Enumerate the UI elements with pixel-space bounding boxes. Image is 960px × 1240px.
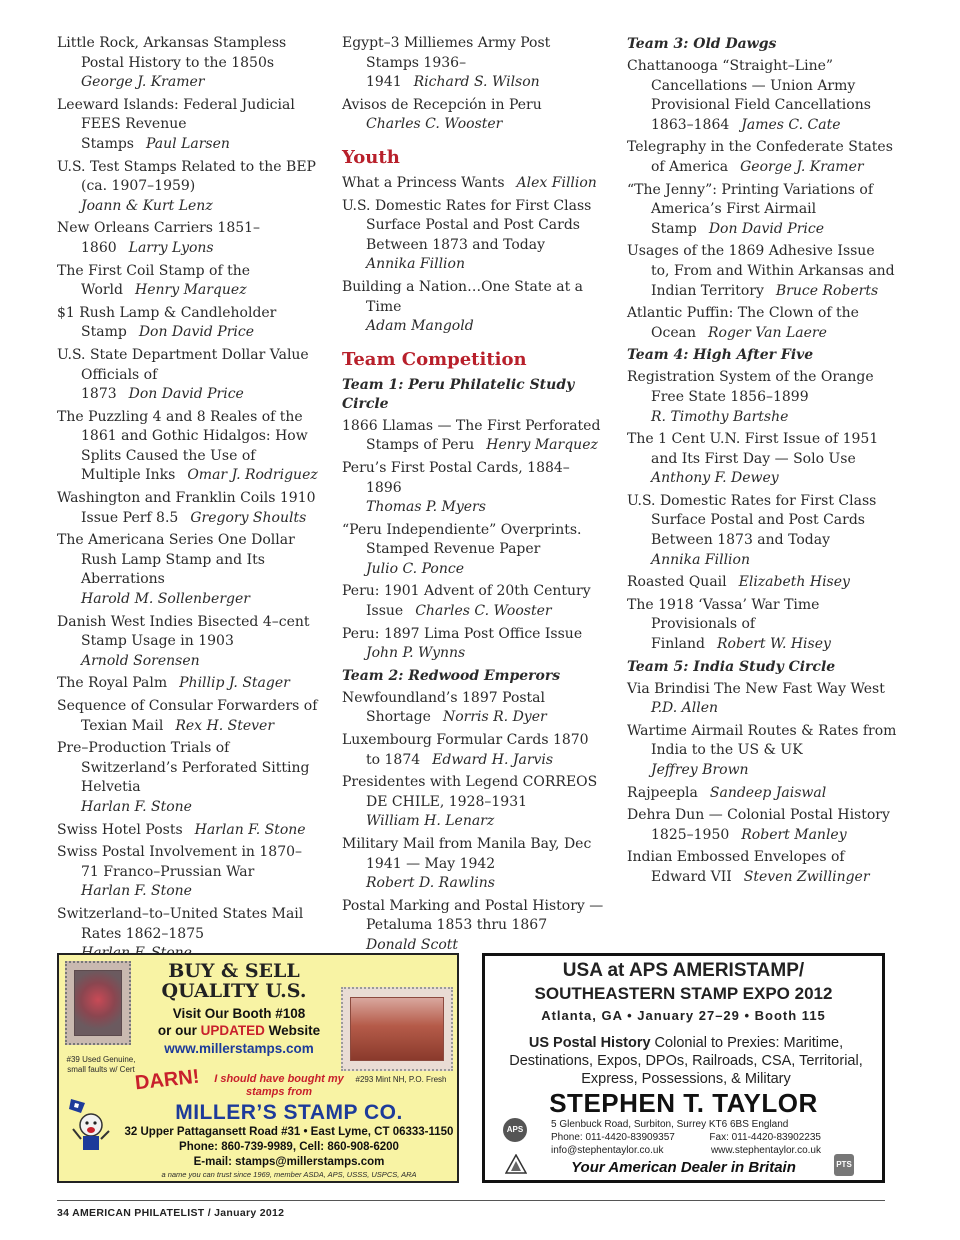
exhibitor-name: Henry Marquez	[135, 282, 247, 299]
exhibit-title: U.S. Test Stamps Related to the BEP (ca. 1907–1959)	[57, 158, 316, 195]
exhibitor-name: Edward H. Jarvis	[432, 751, 554, 768]
exhibitor-name: Annika Fillion	[651, 551, 750, 568]
exhibitor-name: Sandeep Jaiswal	[709, 784, 827, 801]
exhibit-title: U.S. State Department Dollar Value Officials of 1873	[57, 346, 309, 403]
exhibit-entry	[57, 304, 319, 343]
exhibit-entry	[627, 138, 897, 177]
exhibitor-name: Larry Lyons	[128, 239, 214, 256]
exhibit-title: Switzerland–to–United States Mail Rates 1862–1875	[57, 905, 304, 942]
exhibitor-name: Gregory Shoults	[190, 509, 307, 526]
exhibit-title: Avisos de Recepción in Peru	[342, 96, 542, 113]
miller-contact-block: 32 Upper Pattagansett Road #31 • East Lyme, CT 06333-1150 Phone: 860-739-9989, Cell: 860-908-6200 E-mail: stamps@millerstamps.com	[124, 1126, 454, 1168]
exhibit-title: Pre–Production Trials of Switzerland’s Perforated Sitting Helvetia	[57, 740, 310, 796]
exhibit-entry	[627, 573, 897, 593]
exhibit-entry	[57, 613, 319, 672]
exhibit-entry	[57, 489, 319, 528]
exhibit-title: Peru’s First Postal Cards, 1884–1896	[342, 459, 570, 496]
exhibit-title: Leeward Islands: Federal Judicial FEES Revenue Stamps	[57, 96, 295, 152]
exhibit-title: Sequence of Consular Forwarders of Texian Mail	[57, 698, 318, 734]
issue-date: January 2012	[214, 1207, 285, 1219]
exhibit-title: Chattanooga “Straight–Line” Cancellations — Union Army Provisional Field Cancellations 1863–1864	[627, 58, 871, 133]
exhibit-entry	[627, 492, 897, 570]
exhibit-entry	[342, 174, 604, 194]
exhibitor-name: Phillip J. Stager	[179, 675, 290, 692]
exhibit-title: Swiss Hotel Posts	[57, 821, 183, 838]
exhibit-title: Luxembourg Formular Cards 1870 to 1874	[342, 732, 589, 768]
taylor-specialties: US Postal History Colonial to Prexies: Maritime, Destinations, Expos, DPOs, Railroads, CSA, Territorial, Express, Possessions, & Military	[509, 1035, 863, 1087]
exhibit-title: Via Brindisi The New Fast Way West	[627, 680, 885, 697]
exhibit-title: The 1 Cent U.N. First Issue of 1951 and Its First Day — Solo Use	[627, 431, 879, 467]
magazine-name: AMERICAN PHILATELIST	[72, 1207, 205, 1219]
exhibit-title: The 1918 ‘Vassa’ War Time Provisionals of Finland	[627, 596, 820, 653]
exhibitor-name: Anthony F. Dewey	[651, 470, 779, 487]
mascot-illustration	[67, 1095, 115, 1155]
taylor-stamp-ad	[482, 953, 885, 1183]
exhibit-entry	[57, 697, 319, 736]
darn-callout: DARN!	[133, 1065, 201, 1095]
stamp-39-caption: #39 Used Genuine, small faults w/ Cert	[66, 1055, 136, 1074]
exhibit-title: The Puzzling 4 and 8 Reales of the 1861 and Gothic Hidalgos: How Splits Caused the Use of Multiple Inks	[57, 408, 308, 484]
section-heading: Youth	[342, 146, 400, 168]
exhibit-entry	[342, 773, 604, 832]
exhibit-entry	[57, 739, 319, 817]
exhibitor-name: Bruce Roberts	[775, 282, 879, 299]
exhibit-title: Telegraphy in the Confederate States of America	[627, 139, 893, 175]
exhibitor-name: Jeffrey Brown	[651, 762, 749, 778]
exhibit-entry	[342, 417, 604, 456]
exhibitor-name: William H. Lenarz	[366, 813, 495, 830]
exhibit-entry	[342, 835, 604, 894]
exhibitor-name: Paul Larsen	[146, 135, 230, 152]
taylor-event-details: Atlanta, GA • January 27–29 • Booth 115	[541, 1008, 826, 1023]
miller-tagline: a name you can trust since 1969, member ASDA, APS, USSS, USPCS, ARA	[161, 1170, 417, 1179]
exhibit-entry	[57, 843, 319, 902]
exhibitor-name: P.D. Allen	[651, 700, 719, 717]
exhibit-title: $1 Rush Lamp & Candleholder Stamp	[57, 304, 277, 341]
exhibitor-name: R. Timothy Bartshe	[651, 408, 789, 425]
exhibitor-name: Omar J. Rodriguez	[187, 467, 318, 484]
miller-stamp-ad	[57, 953, 459, 1183]
exhibit-entry	[57, 96, 319, 155]
exhibit-entry	[342, 278, 604, 337]
exhibit-title: 1866 Llamas — The First Perforated Stamps of Peru	[342, 417, 601, 454]
exhibitor-name: Joann & Kurt Lenz	[81, 197, 213, 214]
page-footer: 34 AMERICAN PHILATELIST / January 2012	[57, 1207, 285, 1219]
exhibitor-name: Roger Van Laere	[707, 324, 827, 341]
exhibit-entry	[57, 531, 319, 609]
taylor-headline-2: SOUTHEASTERN STAMP EXPO 2012	[534, 984, 833, 1003]
exhibitor-name: Robert D. Rawlins	[366, 875, 495, 892]
exhibit-entry	[627, 848, 897, 887]
exhibitor-name: Charles C. Wooster	[366, 116, 503, 133]
exhibit-title: Wartime Airmail Routes & Rates from India to the US & UK	[627, 722, 897, 759]
exhibit-title: “Peru Independiente” Overprints. Stamped Revenue Paper	[342, 521, 582, 558]
section-heading: Team Competition	[342, 348, 527, 370]
exhibitor-name: Julio C. Ponce	[366, 560, 464, 577]
column-2	[342, 34, 604, 959]
exhibit-title: U.S. Domestic Rates for First Class Surface Postal and Post Cards Between 1873 and Today	[342, 197, 592, 253]
exhibit-entry	[342, 625, 604, 664]
exhibit-entry	[627, 722, 897, 781]
visit-booth-text: Visit Our Booth #108 or our UPDATED Website	[157, 1006, 321, 1038]
miller-website-link[interactable]: www.millerstamps.com	[164, 1041, 314, 1056]
exhibitor-name: Adam Mangold	[366, 318, 474, 335]
exhibit-entry	[342, 96, 604, 135]
exhibit-entry	[57, 674, 319, 694]
taylor-contact-block: 5 Glenbuck Road, Surbiton, Surrey KT6 6BS England Phone: 011-4420-83909357 Fax: 011-4420-83902235 info@stephentaylor.co.uk www.stephentaylor.co.uk	[551, 1119, 821, 1156]
exhibit-title: Indian Embossed Envelopes of Edward VII	[627, 849, 845, 885]
exhibit-title: Registration System of the Orange Free State 1856–1899	[627, 369, 874, 405]
exhibit-title: Peru: 1901 Advent of 20th Century Issue	[342, 583, 591, 620]
exhibit-entry	[627, 368, 897, 427]
taylor-dealer-name: STEPHEN T. TAYLOR	[549, 1088, 818, 1118]
exhibit-title: Building a Nation…One State at a Time	[342, 278, 583, 315]
exhibit-title: Rajpeepla	[627, 784, 698, 801]
exhibit-entry	[57, 158, 319, 217]
page-number: 34	[57, 1207, 70, 1219]
taylor-email-link[interactable]: info@stephentaylor.co.uk	[551, 1145, 664, 1156]
aps-logo-icon: APS	[503, 1118, 527, 1142]
exhibit-title: The Americana Series One Dollar Rush Lamp Stamp and Its Aberrations	[57, 532, 295, 588]
exhibitor-name: Henry Marquez	[486, 437, 598, 454]
exhibit-entry	[57, 408, 319, 486]
exhibitor-name: Steven Zwillinger	[743, 868, 870, 885]
exhibit-title: U.S. Domestic Rates for First Class Surface Postal and Post Cards Between 1873 and Today	[627, 492, 877, 549]
exhibit-entry	[342, 731, 604, 770]
exhibit-title: Washington and Franklin Coils 1910 Issue Perf 8.5	[57, 490, 316, 526]
footer-rule	[57, 1200, 885, 1201]
exhibitor-name: Harold M. Sollenberger	[81, 591, 250, 608]
exhibit-entry	[342, 459, 604, 518]
exhibitor-name: Richard S. Wilson	[413, 74, 540, 91]
exhibit-title: Danish West Indies Bisected 4–cent Stamp Usage in 1903	[57, 613, 310, 650]
exhibitor-name: Don David Price	[138, 324, 255, 341]
exhibit-title: Dehra Dun — Colonial Postal History 1825–1950	[627, 807, 890, 843]
exhibit-title: The First Coil Stamp of the World	[57, 262, 251, 299]
exhibit-entry	[342, 689, 604, 728]
exhibit-title: Swiss Postal Involvement in 1870–71 Franco–Prussian War	[57, 844, 303, 880]
exhibit-entry	[627, 784, 897, 804]
exhibitor-name: George J. Kramer	[81, 74, 205, 91]
exhibit-title: New Orleans Carriers 1851–1860	[57, 220, 261, 256]
team-heading: Team 1: Peru Philatelic Study Circle	[342, 376, 575, 412]
exhibit-entry	[627, 181, 897, 240]
should-have-bought-text: I should have bought my stamps from	[214, 1073, 344, 1098]
exhibit-entry	[627, 806, 897, 845]
exhibit-entry	[342, 521, 604, 580]
exhibitor-name: Robert W. Hisey	[717, 636, 831, 653]
exhibitor-name: Annika Fillion	[366, 256, 465, 273]
miller-company-name: MILLER’S STAMP CO.	[175, 1101, 403, 1124]
team-heading: Team 4: High After Five	[627, 347, 814, 364]
team-heading: Team 3: Old Dawgs	[627, 36, 777, 52]
exhibitor-name: Thomas P. Myers	[366, 499, 486, 516]
buy-sell-heading: BUY & SELL QUALITY U.S.	[161, 960, 307, 1002]
exhibit-title: Little Rock, Arkansas Stampless Postal History to the 1850s	[57, 35, 287, 71]
taylor-website-link[interactable]: www.stephentaylor.co.uk	[710, 1145, 821, 1156]
exhibit-title: Newfoundland’s 1897 Postal Shortage	[342, 689, 546, 726]
exhibit-entry	[627, 304, 897, 343]
exhibit-title: What a Princess Wants	[342, 174, 505, 191]
exhibitor-name: Don David Price	[708, 220, 825, 237]
exhibit-entry	[57, 34, 319, 93]
exhibit-title: Postal Marking and Postal History — Petaluma 1853 thru 1867	[342, 897, 604, 934]
team-heading: Team 5: India Study Circle	[627, 658, 836, 675]
exhibit-title: Usages of the 1869 Adhesive Issue to, From and Within Arkansas and Indian Territory	[627, 243, 895, 299]
exhibitor-name: George J. Kramer	[740, 158, 864, 175]
exhibit-title: Egypt–3 Milliemes Army Post Stamps 1936–1941	[342, 35, 551, 91]
exhibitor-name: Harlan F. Stone	[81, 798, 192, 815]
exhibit-title: Peru: 1897 Lima Post Office Issue	[342, 625, 583, 642]
exhibit-entry	[57, 262, 319, 301]
column-3	[627, 34, 897, 891]
exhibit-entry	[627, 242, 897, 301]
exhibit-entry	[57, 821, 319, 841]
exhibit-title: Roasted Quail	[627, 574, 727, 591]
exhibitor-name: Harlan F. Stone	[81, 883, 192, 900]
exhibitor-name: Robert Manley	[741, 826, 847, 843]
exhibitor-name: Don David Price	[128, 386, 244, 403]
team-heading: Team 2: Redwood Emperors	[342, 667, 561, 684]
exhibit-title: Presidentes with Legend CORREOS DE CHILE, 1928–1931	[342, 774, 598, 810]
exhibit-entry	[627, 596, 897, 655]
exhibit-entry	[57, 346, 319, 405]
exhibit-entry	[627, 680, 897, 719]
exhibit-entry	[57, 219, 319, 258]
exhibitor-name: Donald Scott	[366, 936, 459, 953]
exhibit-title: Atlantic Puffin: The Clown of the Ocean	[627, 305, 859, 341]
column-1	[57, 34, 319, 967]
exhibitor-name: Rex H. Stever	[175, 717, 275, 734]
exhibit-entry	[342, 582, 604, 621]
exhibitor-name: Charles C. Wooster	[415, 603, 552, 620]
exhibit-title: “The Jenny”: Printing Variations of America’s First Airmail Stamp	[627, 181, 874, 237]
taylor-slogan: Your American Dealer in Britain	[571, 1159, 796, 1176]
exhibit-title: Military Mail from Manila Bay, Dec 1941 — May 1942	[342, 836, 592, 872]
exhibitor-name: James C. Cate	[741, 116, 841, 133]
exhibit-entry	[342, 34, 604, 93]
exhibit-entry	[627, 430, 897, 489]
stamp-293-image	[341, 987, 453, 1071]
exhibitor-name: John P. Wynns	[366, 645, 466, 662]
taylor-headline-1: USA at APS AMERISTAMP/	[562, 960, 805, 981]
exhibit-title: The Royal Palm	[57, 675, 168, 692]
stamp-293-caption: #293 Mint NH, P.O. Fresh	[355, 1075, 447, 1084]
exhibitor-name: Norris R. Dyer	[442, 709, 547, 726]
pts-logo-icon: PTS	[834, 1154, 854, 1176]
exhibit-entry	[342, 897, 604, 956]
exhibitor-name: Harlan F. Stone	[194, 821, 306, 838]
exhibitor-name: Elizabeth Hisey	[738, 574, 850, 591]
stamp-39-image	[65, 961, 131, 1045]
exhibit-entry	[342, 197, 604, 275]
exhibitor-name: Alex Fillion	[516, 174, 597, 191]
exhibit-entry	[627, 57, 897, 135]
exhibitor-name: Arnold Sorensen	[81, 652, 200, 669]
